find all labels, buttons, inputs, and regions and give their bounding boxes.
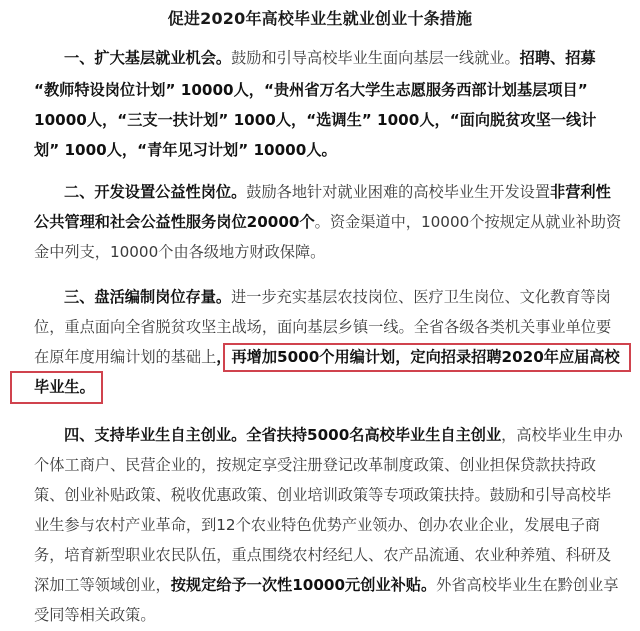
- text-span: 鼓励和引导高校毕业生面向基层一线就业。: [231, 49, 520, 67]
- section-3-line-2: [34, 317, 611, 337]
- text-span: 划” 1000人，“青年见习计划” 10000人。: [34, 141, 337, 159]
- text-span: 非营利性: [550, 183, 611, 201]
- section-3-heading: 三、盘活编制岗位存量。: [64, 288, 232, 306]
- section-1-heading: 一、扩大基层就业机会。: [64, 49, 232, 67]
- text-span: “教师特设岗位计划” 10000人，“贵州省万名大学生志愿服务西部计划基层项目”: [34, 81, 588, 99]
- section-4-line-6: [34, 575, 618, 595]
- text-span: 策、创业补贴政策、税收优惠政策、创业培训政策等专项政策扶持。鼓励和引导高校毕: [34, 486, 612, 504]
- text-span: 鼓励各地针对就业困难的高校毕业生开发设置: [246, 183, 550, 201]
- section-2-line-1: [64, 182, 611, 202]
- text-span: 进一步充实基层农技岗位、医疗卫生岗位、文化教育等岗: [231, 288, 611, 306]
- highlighted-text: 毕业生。: [34, 378, 95, 396]
- section-3-line-4: [34, 377, 95, 397]
- text-span: ，高校毕业生申办: [501, 426, 623, 444]
- text-span: 在原年度用编计划的基础上: [34, 348, 217, 366]
- section-3-line-3: [34, 347, 620, 367]
- text-span: 按规定给予一次性10000元创业补贴。: [170, 576, 437, 594]
- text-span: 个体工商户、民营企业的，按规定享受注册登记改革制度政策、创业担保贷款扶持政: [34, 456, 596, 474]
- text-span: 位，重点面向全省脱贫攻坚主战场，面向基层乡镇一线。全省各级各类机关事业单位要: [34, 318, 612, 336]
- section-1-line-2: [34, 80, 588, 100]
- section-4-line-1: [64, 425, 623, 445]
- text-span: 10000人，“三支一扶计划” 1000人，“选调生” 1000人，“面向脱贫攻坚一线计: [34, 111, 597, 129]
- section-4-line-5: [34, 545, 611, 565]
- document-title: 促进2020年高校毕业生就业创业十条措施: [167, 9, 473, 28]
- section-4-line-2: [34, 455, 596, 475]
- section-2-line-3: [34, 242, 325, 262]
- text-span: 金中列支，10000个由各级地方财政保障。: [34, 243, 326, 261]
- section-4-heading: 四、支持毕业生自主创业。全省扶持5000名高校毕业生自主创业: [64, 426, 502, 444]
- section-2-line-2: [34, 212, 621, 232]
- section-4-line-3: [34, 485, 611, 505]
- text-span: 招聘、招募: [519, 49, 596, 67]
- highlighted-text: ，再增加5000个用编计划，定向招录招聘2020年应届高校: [216, 348, 620, 366]
- text-span: 受同等相关政策。: [34, 606, 156, 624]
- text-span: 外省高校毕业生在黔创业享: [436, 576, 619, 594]
- text-span: 业生参与农村产业革命，到12个农业特色优势产业领办、创办农业企业，发展电子商: [34, 516, 601, 534]
- section-4-line-4: [34, 515, 600, 535]
- text-span: 公共管理和社会公益性服务岗位20000个: [34, 213, 315, 231]
- section-1-line-3: [34, 110, 596, 130]
- section-1-line-1: [64, 48, 596, 68]
- section-3-line-1: [64, 287, 611, 307]
- section-1-line-4: [34, 140, 337, 160]
- text-span: 深加工等领域创业，: [34, 576, 171, 594]
- section-4-line-7: [34, 605, 156, 625]
- text-span: 务，培育新型职业农民队伍，重点围绕农村经纪人、农产品流通、农业种养殖、科研及: [34, 546, 612, 564]
- text-span: 。资金渠道中，10000个按规定从就业补助资: [314, 213, 622, 231]
- section-2-heading: 二、开发设置公益性岗位。: [64, 183, 247, 201]
